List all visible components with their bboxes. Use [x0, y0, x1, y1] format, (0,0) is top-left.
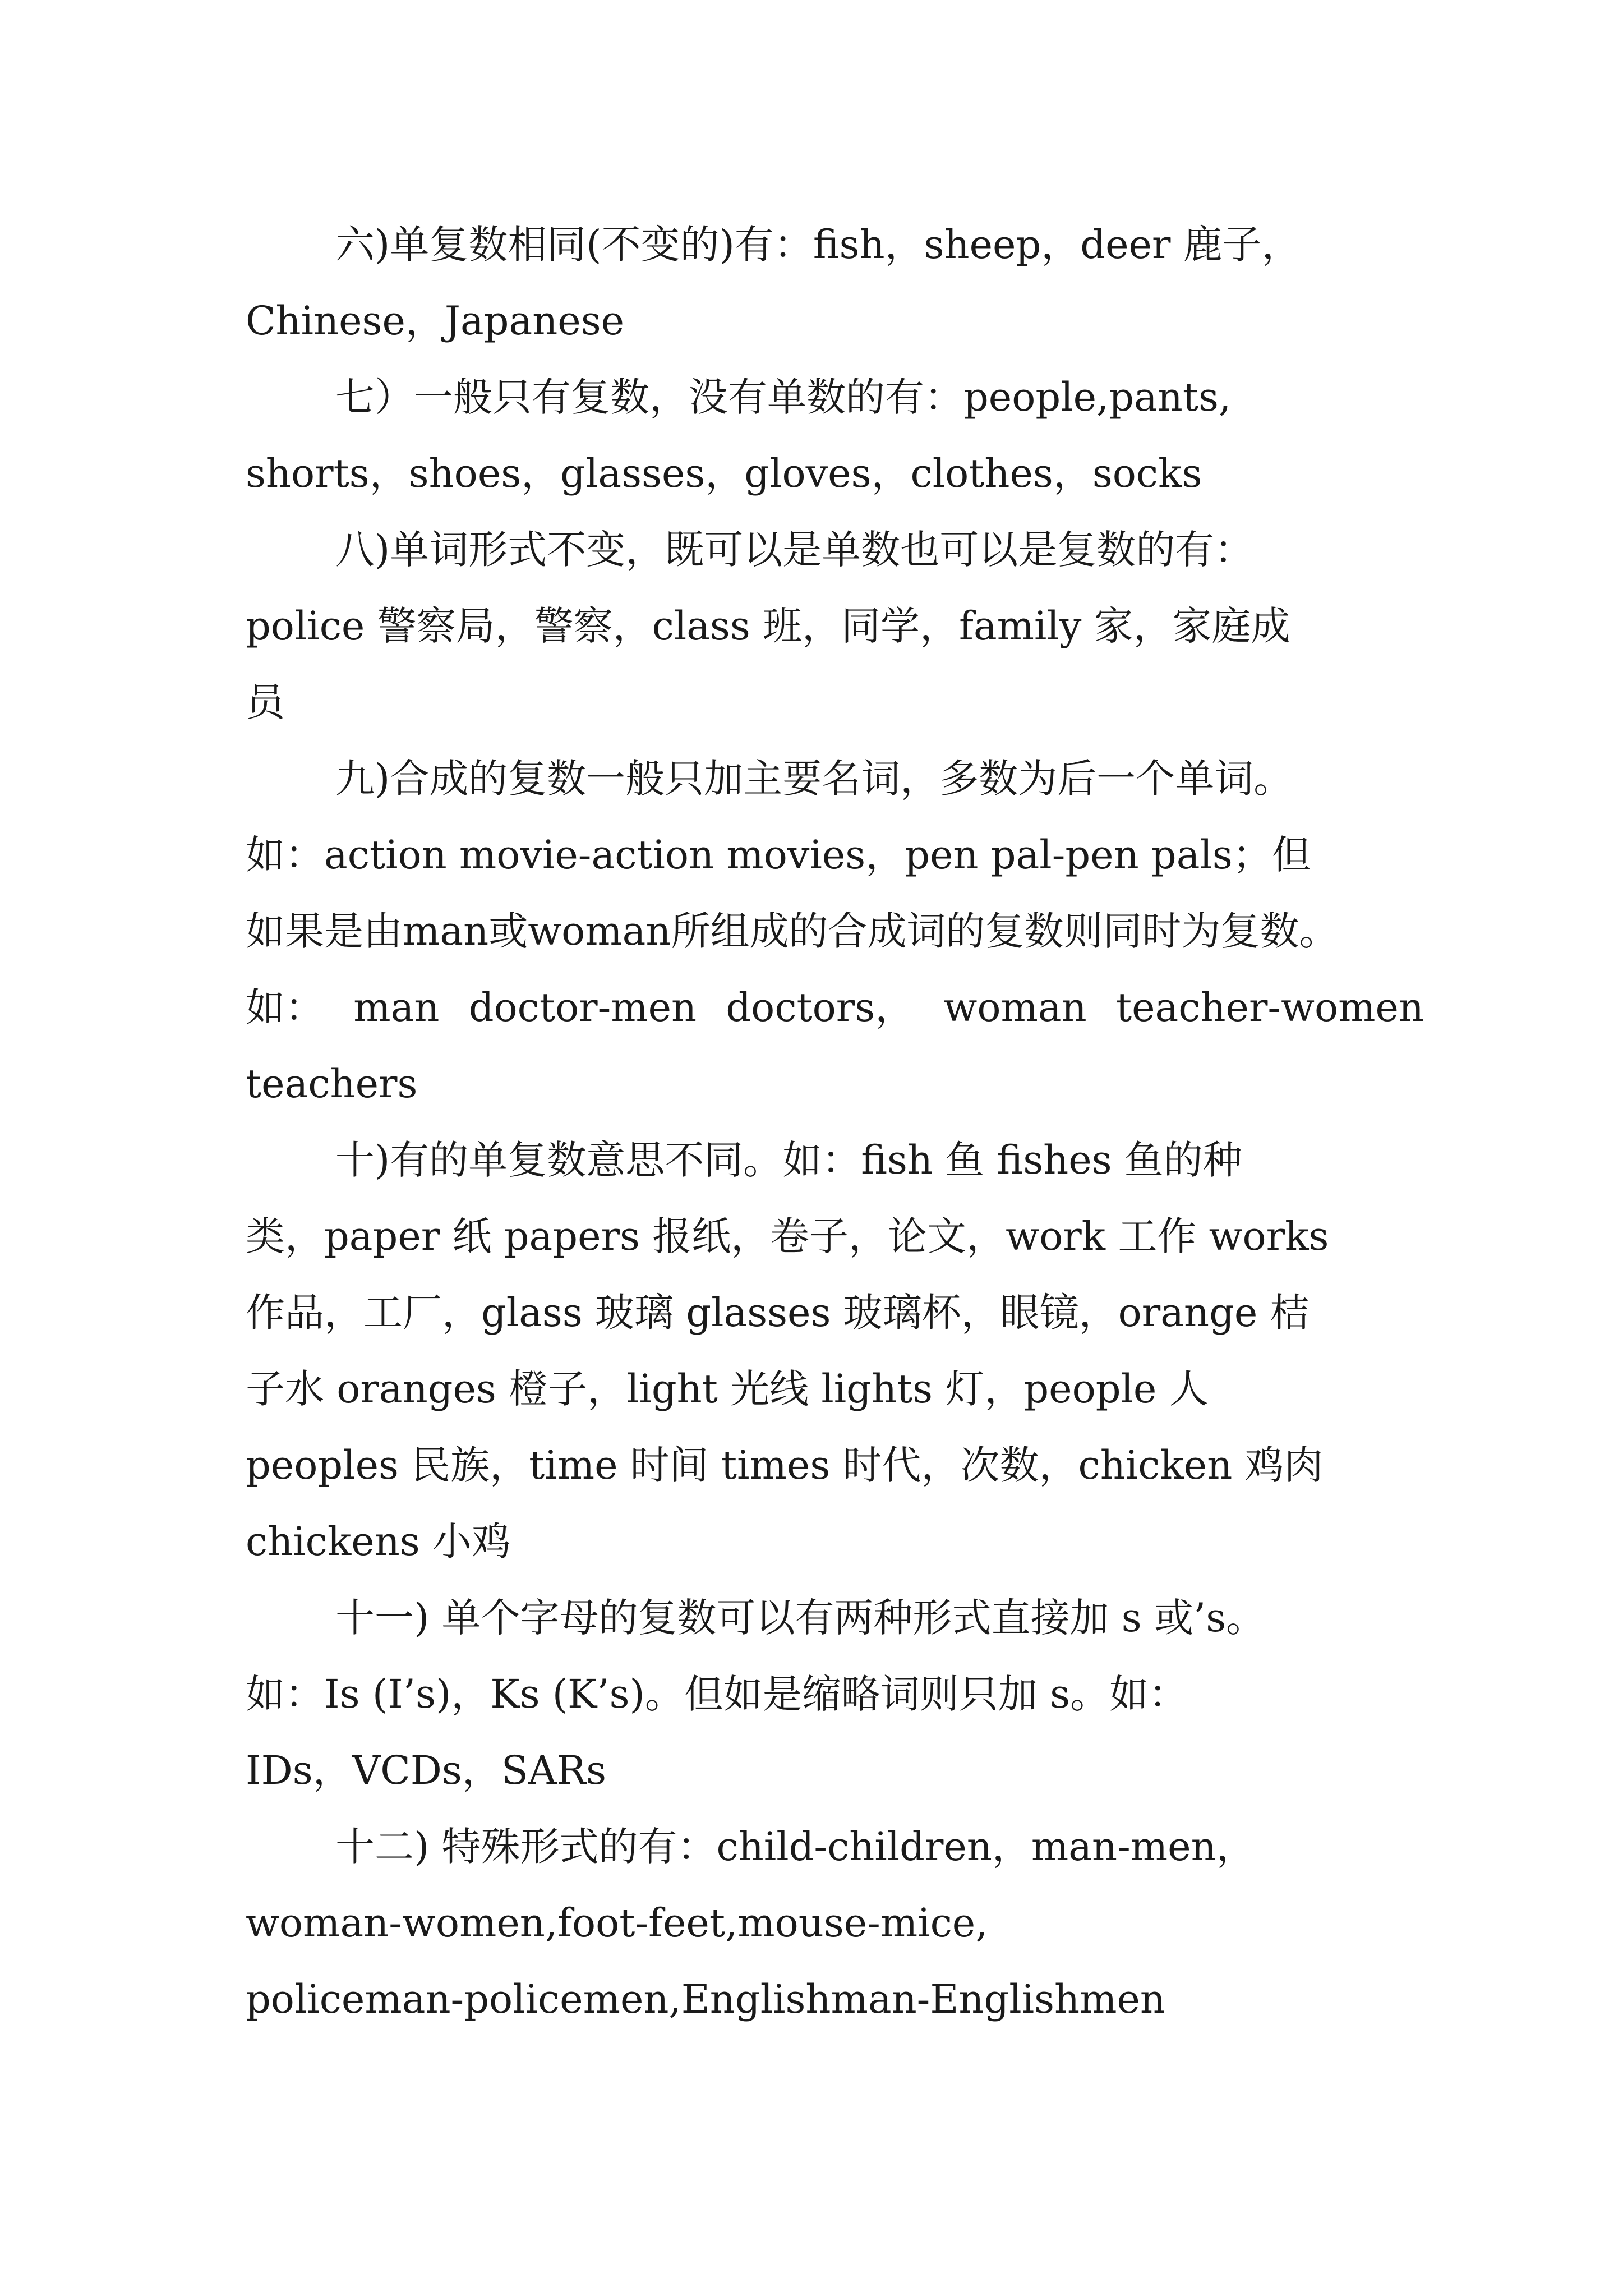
- text-line: 如：action movie-action movies，pen pal-pen pals；但: [246, 832, 1311, 878]
- paragraph-8-invariable: [246, 512, 1378, 740]
- text-line: 八)单词形式不变，既可以是单数也可以是复数的有：: [335, 527, 1254, 573]
- text-line: 作品，工厂，glass 玻璃 glasses 玻璃杯，眼镜，orange 桔: [246, 1290, 1310, 1336]
- text-line: 十)有的单复数意思不同。如：fish 鱼 fishes 鱼的种: [335, 1137, 1242, 1183]
- text-line: police 警察局，警察，class 班，同学，family 家，家庭成: [246, 603, 1290, 649]
- text-line: teachers: [246, 1061, 418, 1107]
- text-line: peoples 民族，time 时间 times 时代，次数，chicken 鸡肉: [246, 1442, 1324, 1488]
- text-line: 如： man doctor-men doctors， woman teacher-women: [246, 984, 1424, 1030]
- text-line: 七）一般只有复数，没有单数的有：people,pants,: [335, 374, 1232, 420]
- text-line: chickens 小鸡: [246, 1519, 511, 1565]
- text-line: 类，paper 纸 papers 报纸，卷子，论文，work 工作 works: [246, 1213, 1329, 1259]
- text-line: 如：Is (I’s)，Ks (K’s)。但如是缩略词则只加 s。如：: [246, 1671, 1188, 1717]
- paragraph-7-plural-only: [246, 359, 1378, 512]
- paragraph-12-special-forms: [246, 1809, 1378, 2037]
- text-line: 十二) 特殊形式的有：child-children，man-men，: [335, 1824, 1256, 1870]
- text-line: woman-women,foot-feet,mouse-mice,: [246, 1900, 988, 1946]
- text-line: 九)合成的复数一般只加主要名词，多数为后一个单词。: [335, 756, 1293, 802]
- text-line: 六)单复数相同(不变的)有：fish，sheep，deer 鹿子，: [335, 222, 1301, 268]
- text-line: shorts，shoes，glasses，gloves，clothes，socks: [246, 450, 1202, 496]
- text-line: IDs，VCDs，SARs: [246, 1747, 606, 1793]
- paragraph-11-letters: [246, 1580, 1378, 1809]
- text-line: 员: [246, 679, 285, 725]
- text-line: 子水 oranges 橙子，light 光线 lights 灯，people 人: [246, 1366, 1209, 1412]
- text-line: 十一) 单个字母的复数可以有两种形式直接加 s 或’s。: [335, 1595, 1266, 1641]
- paragraph-10-different-meaning: [246, 1122, 1378, 1580]
- document-body: [246, 206, 1424, 2037]
- paragraph-6-same-form: [246, 206, 1378, 359]
- text-line: 如果是由man或woman所组成的合成词的复数则同时为复数。: [246, 908, 1339, 954]
- text-line: policeman-policemen,Englishman-Englishmen: [246, 1976, 1165, 2022]
- paragraph-9-compound: [246, 740, 1424, 1122]
- text-line: Chinese，Japanese: [246, 298, 625, 344]
